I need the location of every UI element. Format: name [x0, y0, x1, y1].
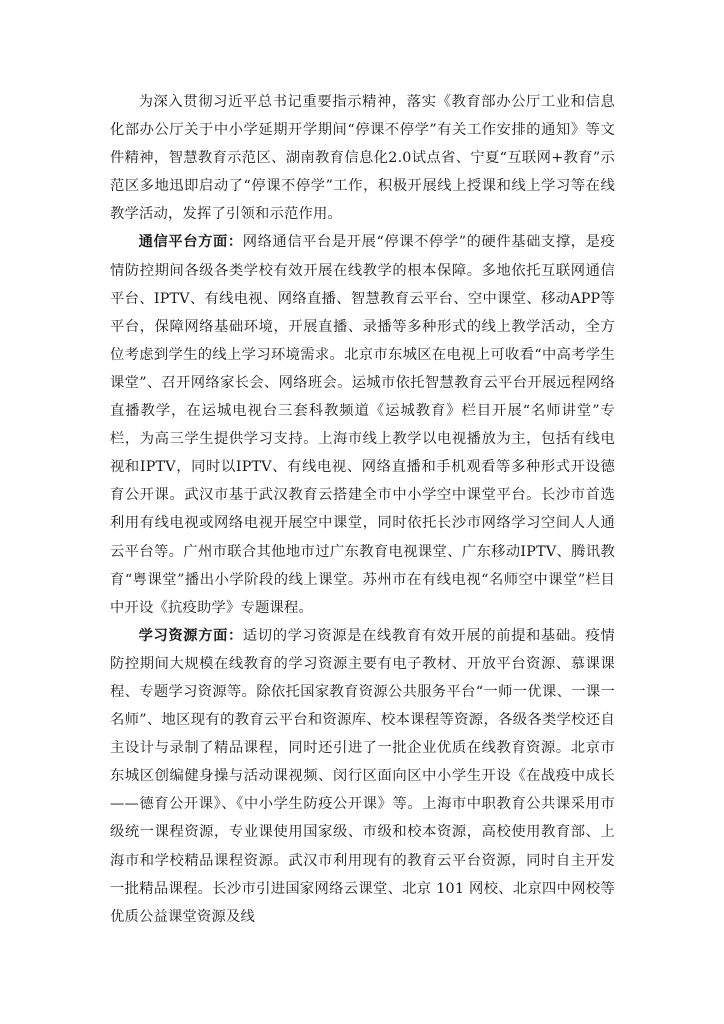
paragraph-learning-resources-text: 适切的学习资源是在线教育有效开展的前提和基础。疫情防控期间大规模在线教育的学习资源主要有电子教材、开放平台资源、慕课课程、专题学习资源等。除依托国家教育资源公共服务平台“一师一优课、一课一名师”、地区现有的教育云平台和资源库、校本课程等资源，各级各类学校还自主设计与录制了精品课程，同时还引进了一批企业优质在线教育资源。北京市东城区创编健身操与活动课视频、闵行区面向区中小学生开设《在战疫中成长——德育公开课》、《中小学生防疫公开课》等。上海市中职教育公共课采用市级统一课程资源，专业课使用国家级、市级和校本资源，高校使用教育部、上海市和学校精品课程资源。武汉市利用现有的教育云平台资源，同时自主开发一批精品课程。长沙市引进国家网络云课堂、北京 101 网校、北京四中网校等优质公益课堂资源及线	[110, 627, 616, 925]
section-heading-learning-resources: 学习资源方面：	[138, 627, 243, 644]
section-heading-communication-platform: 通信平台方面：	[138, 234, 243, 251]
paragraph-communication-platform	[110, 228, 615, 621]
document-page	[110, 88, 615, 931]
paragraph-learning-resources	[110, 622, 615, 931]
paragraph-intro	[110, 88, 615, 228]
paragraph-communication-platform-text: 网络通信平台是开展“停课不停学”的硬件基础支撑，是疫情防控期间各级各类学校有效开展在线教学的根本保障。多地依托互联网通信平台、IPTV、有线电视、网络直播、智慧教育云平台、空中课堂、移动APP等平台，保障网络基础环境，开展直播、录播等多种形式的线上教学活动，全方位考虑到学生的线上学习环境需求。北京市东城区在电视上可收看“中高考学生课堂”、召开网络家长会、网络班会。运城市依托智慧教育云平台开展远程网络直播教学，在运城电视台三套科教频道《运城教育》栏目开展“名师讲堂”专栏，为高三学生提供学习支持。上海市线上教学以电视播放为主，包括有线电视和IPTV，同时以IPTV、有线电视、网络直播和手机观看等多种形式开设德育公开课。武汉市基于武汉教育云搭建全市中小学空中课堂平台。长沙市首选利用有线电视或网络电视开展空中课堂，同时依托长沙市网络学习空间人人通云平台等。广州市联合其他地市过广东教育电视课堂、广东移动IPTV、腾讯教育“粤课堂”播出小学阶段的线上课堂。苏州市在有线电视“名师空中课堂”栏目中开设《抗疫助学》专题课程。	[110, 234, 615, 616]
paragraph-intro-text: 为深入贯彻习近平总书记重要指示精神，落实《教育部办公厅工业和信息化部办公厅关于中小学延期开学期间“停课不停学”有关工作安排的通知》等文件精神，智慧教育示范区、湖南教育信息化2.0试点省、宁夏“互联网+教育”示范区多地迅即启动了“停课不停学”工作，积极开展线上授课和线上学习等在线教学活动，发挥了引领和示范作用。	[110, 94, 615, 223]
